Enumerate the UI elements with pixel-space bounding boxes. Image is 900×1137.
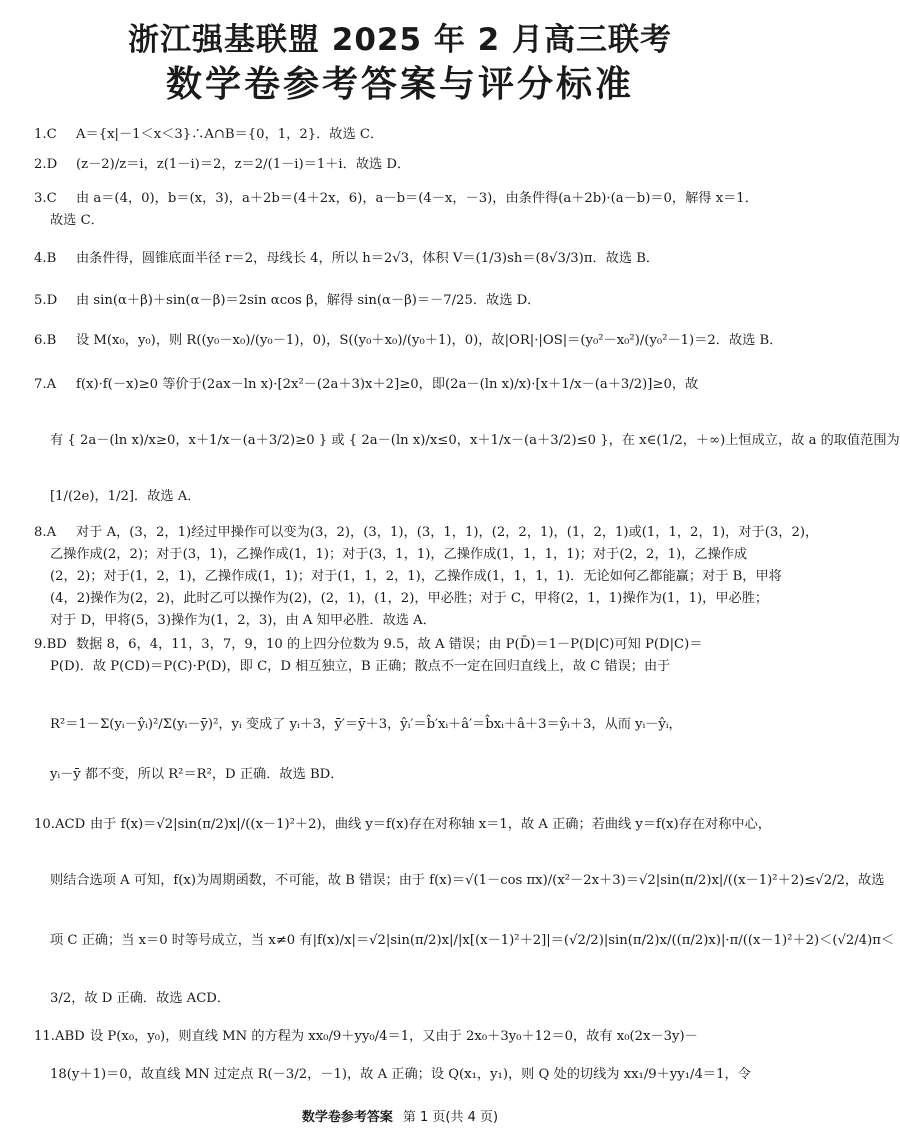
answer-number: 7.A xyxy=(34,377,57,392)
page-number: 第 1 页(共 4 页) xyxy=(402,1110,499,1125)
answer-3 xyxy=(34,190,774,207)
answer-8-line-3: (2，2)；对于(1，2，1)，乙操作成(1，1)；对于(1，1，2，1)，乙操作成(1，1，1，1)．无论如何乙都能赢；对于 B，甲将 xyxy=(50,569,782,584)
answer-7-line-2: 有 { 2a－(ln x)/x≥0，x＋1/x－(a＋3/2)≥0 } 或 { 2a－(ln x)/x≤0，x＋1/x－(a＋3/2)≤0 }，在 x∈(1/2，＋∞)上恒成立，故 a 的取值范围为 xyxy=(50,433,900,448)
document-title: 数学卷参考答案与评分标准 xyxy=(165,64,634,105)
answer-number: 8.A xyxy=(34,525,57,540)
answer-9 xyxy=(34,636,774,653)
answer-text: 由 a＝(4，0)，b＝(x，3)，a＋2b＝(4＋2x，6)，a－b＝(4－x，－3)，由条件得(a＋2b)·(a－b)＝0，解得 x＝1． xyxy=(76,191,758,206)
answer-number: 11.ABD xyxy=(34,1029,85,1044)
answer-8-line-4: (4，2)操作为(2，2)，此时乙可以操作为(2)，(2，1)，(1，2)，甲必胜；对于 C，甲将(2，1，1)操作为(1，1)，甲必胜； xyxy=(50,591,769,606)
answer-text: f(x)·f(－x)≥0 等价于(2ax－ln x)·[2x²－(2a＋3)x＋2]≥0，即(2a－(ln x)/x)·[x＋1/x－(a＋3/2)]≥0，故 xyxy=(76,377,699,392)
answer-10-line-2: 则结合选项 A 可知，f(x)为周期函数，不可能，故 B 错误；由于 f(x)＝√(1－cos πx)/(x²－2x＋3)＝√2|sin(π/2)x|/((x－1)²＋2)≤√2/2，故选 xyxy=(50,873,885,888)
answer-text: (z－2)/z＝i，z(1－i)＝2，z＝2/(1－i)＝1＋i．故选 D． xyxy=(76,157,411,172)
answer-number: 4.B xyxy=(34,251,57,266)
answer-text: 对于 A，(3，2，1)经过甲操作可以变为(3，2)，(3，1)，(3，1，1)，(2，2，1)，(1，2，1)或(1，1，2，1)，对于(3，2)， xyxy=(76,525,819,540)
answer-6 xyxy=(34,332,783,349)
answer-5 xyxy=(34,292,774,309)
answer-number: 5.D xyxy=(34,293,58,308)
answer-10-line-3: 项 C 正确；当 x＝0 时等号成立，当 x≠0 有|f(x)/x|＝√2|sin(π/2)x|/|x[(x－1)²＋2]|＝(√2/2)|sin(π/2)x/((π/2)x)|·π/((x－1)²＋2)＜(√2/4)π＜ xyxy=(50,933,895,948)
answer-11 xyxy=(34,1028,774,1045)
answer-1 xyxy=(34,126,774,143)
answer-number: 2.D xyxy=(34,157,58,172)
answer-4 xyxy=(34,250,774,267)
answer-number: 9.BD xyxy=(34,637,67,652)
answer-8-line-2: 乙操作成(2，2)；对于(3，1)，乙操作成(1，1)；对于(3，1，1)，乙操作成(1，1，1，1)；对于(2，2，1)，乙操作成 xyxy=(50,547,748,562)
answer-8 xyxy=(34,524,819,541)
answer-10 xyxy=(34,816,774,833)
answer-text: 由于 f(x)＝√2|sin(π/2)x|/((x－1)²＋2)，曲线 y＝f(x)存在对称轴 x＝1，故 A 正确；若曲线 y＝f(x)存在对称中心， xyxy=(90,817,771,832)
answer-text: A＝{x|－1＜x＜3}∴A∩B＝{0，1，2}．故选 C． xyxy=(76,127,384,142)
answer-number: 10.ACD xyxy=(34,817,86,832)
answer-7-line-3: [1/(2e)，1/2]．故选 A． xyxy=(50,489,201,504)
footer-title: 数学卷参考答案 xyxy=(301,1110,393,1125)
answer-9-line-2: P(D)．故 P(CD)＝P(C)·P(D)，即 C，D 相互独立，B 正确；散点不一定在回归直线上，故 C 错误；由于 xyxy=(50,659,671,674)
answer-text: 设 M(x₀，y₀)，则 R((y₀－x₀)/(y₀－1)，0)，S((y₀＋x₀)/(y₀＋1)，0)，故|OR|·|OS|＝(y₀²－x₀²)/(y₀²－1)＝2．故选 B． xyxy=(76,333,783,348)
answer-2 xyxy=(34,156,774,173)
answer-3-line-2: 故选 C． xyxy=(50,213,104,228)
answer-text: 由 sin(α＋β)＋sin(α－β)＝2sin αcos β，解得 sin(α－β)＝－7/25．故选 D． xyxy=(76,293,541,308)
answer-text: 由条件得，圆锥底面半径 r＝2，母线长 4，所以 h＝2√3，体积 V＝(1/3)sh＝(8√3/3)π．故选 B． xyxy=(76,251,660,266)
answer-11-line-2: 18(y＋1)＝0，故直线 MN 过定点 R(－3/2，－1)，故 A 正确；设 Q(x₁，y₁)，则 Q 处的切线为 xx₁/9＋yy₁/4＝1，令 xyxy=(50,1067,751,1082)
answer-number: 6.B xyxy=(34,333,57,348)
page-footer xyxy=(0,1106,800,1125)
answer-10-line-4: 3/2，故 D 正确．故选 ACD． xyxy=(50,991,231,1006)
answer-text: 数据 8，6，4，11，3，7，9，10 的上四分位数为 9.5，故 A 错误；由 P(D̄)＝1－P(D|C)可知 P(D|C)＝ xyxy=(76,637,703,652)
answer-text: 设 P(x₀，y₀)，则直线 MN 的方程为 xx₀/9＋yy₀/4＝1，又由于 2x₀＋3y₀＋12＝0，故有 x₀(2x－3y)－ xyxy=(90,1029,698,1044)
answer-9-line-3: R²＝1－Σ(yᵢ－ŷᵢ)²/Σ(yᵢ－ȳ)²，yᵢ 变成了 yᵢ＋3，ȳ′＝ȳ＋3，ŷᵢ′＝b̂′xᵢ＋â′＝b̂xᵢ＋â＋3＝ŷᵢ＋3，从而 yᵢ－ŷᵢ， xyxy=(50,717,682,732)
exam-title: 浙江强基联盟 2025 年 2 月高三联考 xyxy=(127,22,673,58)
answer-9-line-4: yᵢ－ȳ 都不变，所以 R²＝R²，D 正确．故选 BD． xyxy=(50,767,344,782)
answer-number: 3.C xyxy=(34,191,57,206)
answer-8-line-5: 对于 D，甲将(5，3)操作为(1，2，3)，由 A 知甲必胜．故选 A． xyxy=(50,613,436,628)
answer-7 xyxy=(34,376,774,393)
answer-number: 1.C xyxy=(34,127,57,142)
